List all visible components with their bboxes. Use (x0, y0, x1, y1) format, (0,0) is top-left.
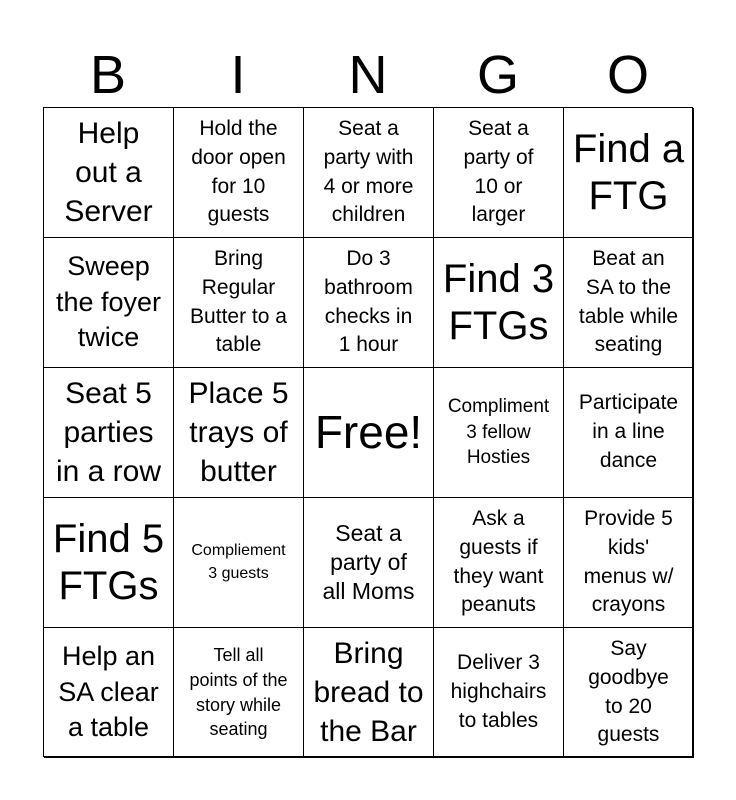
bingo-cell-r5-c2[interactable]: Tell all points of the story while seating (174, 628, 304, 758)
bingo-cell-r5-c5[interactable]: Say goodbye to 20 guests (564, 628, 694, 758)
bingo-cell-free[interactable]: Free! (304, 368, 434, 498)
bingo-cell-r2-c4[interactable]: Find 3 FTGs (434, 238, 564, 368)
bingo-cell-r5-c4[interactable]: Deliver 3 highchairs to tables (434, 628, 564, 758)
bingo-cell-r5-c3[interactable]: Bring bread to the Bar (304, 628, 434, 758)
bingo-cell-r1-c1[interactable]: Help out a Server (44, 108, 174, 238)
header-letter-g: G (476, 45, 519, 105)
bingo-cell-r3-c2[interactable]: Place 5 trays of butter (174, 368, 304, 498)
bingo-cell-r2-c2[interactable]: Bring Regular Butter to a table (174, 238, 304, 368)
bingo-cell-r4-c4[interactable]: Ask a guests if they want peanuts (434, 498, 564, 628)
bingo-cell-r2-c5[interactable]: Beat an SA to the table while seating (564, 238, 694, 368)
bingo-cell-r2-c3[interactable]: Do 3 bathroom checks in 1 hour (304, 238, 434, 368)
bingo-cell-r5-c1[interactable]: Help an SA clear a table (44, 628, 174, 758)
header-letter-i: I (230, 45, 246, 105)
bingo-cell-r3-c5[interactable]: Participate in a line dance (564, 368, 694, 498)
header-letter-o: O (606, 45, 649, 105)
bingo-board (43, 107, 693, 757)
bingo-cell-r4-c5[interactable]: Provide 5 kids' menus w/ crayons (564, 498, 694, 628)
bingo-cell-r4-c3[interactable]: Seat a party of all Moms (304, 498, 434, 628)
bingo-cell-r1-c2[interactable]: Hold the door open for 10 guests (174, 108, 304, 238)
bingo-cell-r3-c4[interactable]: Compliment 3 fellow Hosties (434, 368, 564, 498)
bingo-cell-r3-c1[interactable]: Seat 5 parties in a row (44, 368, 174, 498)
header-letter-b: B (89, 45, 127, 105)
bingo-cell-r4-c1[interactable]: Find 5 FTGs (44, 498, 174, 628)
bingo-cell-r1-c3[interactable]: Seat a party with 4 or more children (304, 108, 434, 238)
bingo-cell-r4-c2[interactable]: Compliement 3 guests (174, 498, 304, 628)
bingo-cell-r1-c5[interactable]: Find a FTG (564, 108, 694, 238)
bingo-cell-r2-c1[interactable]: Sweep the foyer twice (44, 238, 174, 368)
bingo-header (43, 42, 693, 108)
header-letter-n: N (348, 45, 388, 105)
bingo-cell-r1-c4[interactable]: Seat a party of 10 or larger (434, 108, 564, 238)
